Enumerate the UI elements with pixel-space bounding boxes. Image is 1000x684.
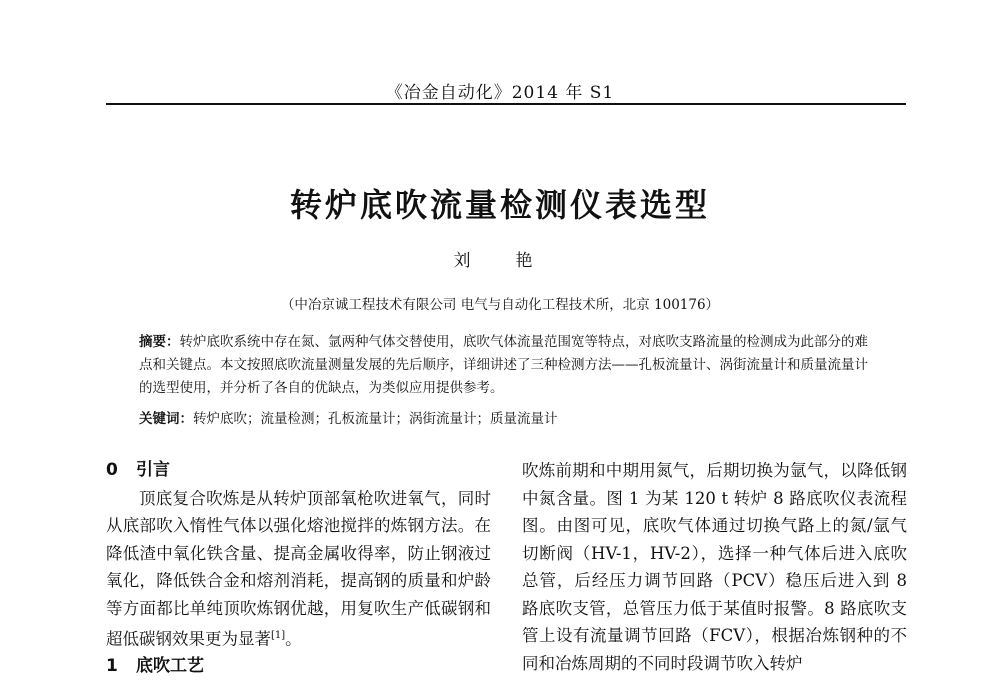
keywords-label: 关键词： [139,411,193,427]
header-rule [106,103,906,105]
paper-title: 转炉底吹流量检测仪表选型 [289,186,710,224]
intro-paragraph [106,485,491,654]
keywords [139,408,874,431]
intro-text: 顶底复合吹炼是从转炉顶部氧枪吹进氧气，同时从底部吹入惰性气体以强化熔池搅拌的炼钢方法。在降低渣中氧化铁含量、提高金属收得率，防止钢液过氧化，降低铁合金和熔剂消耗，提高钢的质量和炉龄等方面都比单纯顶吹炼钢优越，用复吹生产低碳钢和超低碳钢效果更为显著 [106,488,491,649]
section-number: 1 [106,656,118,676]
section-title: 底吹工艺 [136,656,204,676]
abstract-label: 摘要： [139,334,180,350]
section-heading-intro [106,457,491,485]
section-number: 0 [106,460,118,480]
section-title: 引言 [136,460,170,480]
affiliation: （中冶京诚工程技术有限公司 电气与自动化工程技术所，北京 100176） [280,297,720,313]
process-paragraph: 吹炼前期和中期用氮气，后期切换为氩气，以降低钢中氮含量。图 1 为某 120 t 转炉 8 路底吹仪表流程图。由图可见，底吹气体通过切换气路上的氮/氩气切断阀（HV-1，HV-2），选择一种气体后进入底吹总管，后经压力调节回路（PCV）稳压后进入到 8 路底吹支管，总管压力低于某值时报警。8 路底吹支管上设有流量调节回路（FCV），根据冶炼钢种的不同和冶炼周期的不同时段调节吹入转炉 [522,461,907,673]
abstract-text: 转炉底吹系统中存在氮、氩两种气体交替使用，底吹气体流量范围宽等特点，对底吹支路流量的检测成为此部分的难点和关键点。本文按照底吹流量测量发展的先后顺序，详细讲述了三种检测方法——孔板流量计、涡街流量计和质量流量计的选型使用，并分析了各自的优缺点，为类似应用提供参考。 [139,334,868,396]
keywords-text: 转炉底吹；流量检测；孔板流量计；涡街流量计；质量流量计 [193,411,558,427]
author: 刘 艳 [453,251,547,271]
intro-end: 。 [285,629,302,649]
citation-ref[interactable]: [1] [271,630,286,641]
journal-header: 《冶金自动化》2014 年 S1 [385,83,615,103]
left-column [106,457,491,681]
abstract [139,331,874,400]
section-heading-process [106,653,491,681]
right-column [522,457,907,677]
